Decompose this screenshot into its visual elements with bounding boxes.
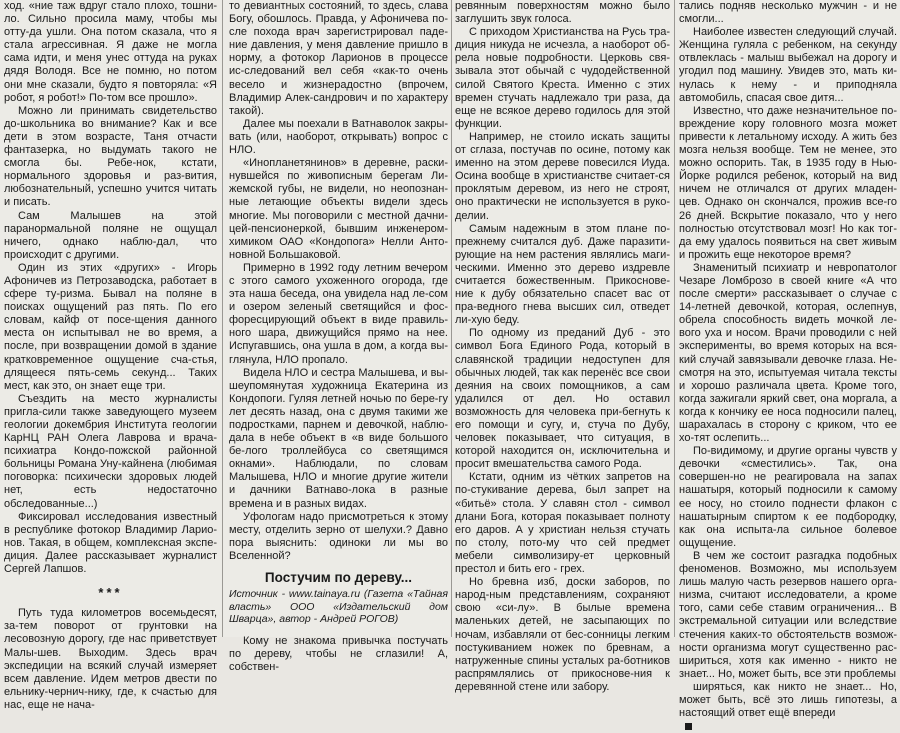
column-divider [222, 0, 223, 637]
paragraph: Самым надежным в этом плане по-прежнему считался дуб. Даже паразити-рующие на нем растения являлись маги-ческими. Именно это дерево издревле считается божественным. Прикоснове-ние к дубу обязательно спасет вас от пра-ведного гнева высших сил, отведет ли-хую беду. [455, 222, 670, 327]
paragraph: Один из этих «других» - Игорь Афоничев из Петрозаводска, работает в сфере ту-ризма. Бывал на поляне в поисках ощущений раз пять. По его словам, кайф от посе-щения данного места он испытывал не во время, а после, при возвращении домой в здание кратковременное ощущение сча-стья, длящееся пять-семь секунд... Таких мест, как это, он знает еще три. [4, 261, 217, 392]
paragraph: Фиксировал исследования известный в республике фотокор Владимир Ларио-нов. Такая, в общем, комплексная экспе-диция. Далее рассказывает журналист Сергей Лапшов. [4, 510, 217, 576]
paragraph: Видела НЛО и сестра Малышева, и вы-шеупомянутая художница Екатерина из Кондопоги. Гуляя летней ночью по бере-гу лет десять назад, она с двумя такими же подростками, парнем и девочкой, наблю-дала в небе объект в «в виде большого бе-лого троллейбуса со светящимся окнами». Наблюдали, по словам Малышева, НЛО и многие другие жители и дачники Ватнаво-лока в разные времена и в разных видах. [229, 366, 448, 510]
paragraph: Съездить на место журналисты пригла-сили также заведующего музеем геологии докембрия Института геологии КарНЦ РАН Олега Лаврова и врача-психиатра Кондо-пожской районной больницы Романа Уну-кайнена (любимая поговорка: психически здоровых людей нет, есть недостаточно обследованные...) [4, 392, 217, 510]
paragraph: Знаменитый психиатр и невропатолог Чезаре Ломброзо в своей книге «А что после смерти» рассказывает о случае с 14-летней девочкой, которая, ослепнув, обрела способность видеть мочкой ле-вого уха и носом. Врачи проводили с ней эксперименты, во время которых на вся-кий случай завязывали девочке глаза. Не-смотря на это, испытуемая читала тексты и хорошо различала цвета. Кроме того, когда зажигали яркий свет, она моргала, а когда к кончику ее носа подносили палец, шарахалась в сторону с криком, что ее хо-тят ослепить... [679, 261, 897, 445]
paragraph: По-видимому, и другие органы чувств у девочки «сместились». Так, она совершен-но не реагировала на запах нашатыря, который подносили к самому ее носу, но стоило поднести флакон с нашатырным спиртом к ее подбородку, как она испыта-ла сильное болевое ощущение. [679, 445, 897, 549]
paragraph: Но бревна изб, доски заборов, по народ-ным представлениям, сохраняют свою «си-лу». В былые времена маленьких детей, не засыпающих по ночам, избавляли от бес-сонницы легким постукиванием ножек по бревнам, а натруженные спины усталых ра-ботников распрямлялись от прикоснове-ния к деревянной стене или забору. [455, 576, 670, 693]
paragraph: Известно, что даже незначительное по-вреждение кору головного мозга может привести к летальному исходу. А жить без мозга нельзя вообще. Тем не менее, это можно оспорить. Так, в 1935 году в Нью-Йорке родился ребенок, который на вид ничем не отличался от других младен-цев. Однако он скончался, прожив все-го 26 дней. Вскрытие показало, что у него полностью отсутствовал мозг! Но как тог-да ему удалось появиться на свет живым и прожить еще некоторое время? [679, 104, 897, 261]
paragraph: Наиболее известен следующий случай. Женщина гуляла с ребенком, на секунду отвлеклась - малыш выбежал на дорогу и угодил под машину. Увидев это, мать ки-нулась к нему - и приподняла автомобиль, спасая свое дитя... [679, 26, 897, 104]
paragraph: то девиантных состояний, то здесь, слава Богу, обошлось. Правда, у Афоничева по-сле похода врач зарегистрировал паде-ние давления, у меня давление пришло в норму, а фотокор Ларионов в процессе ис-следований вел себя «как-то очень весело и жизнерадостно (впрочем, Владимир Алек-сандрович и по характеру такой). [229, 0, 448, 117]
paragraph: ход. «ние таж вдруг стало плохо, тошни-ло. Сильно просила маму, чтобы мы отту-да ушли. Она потом сказала, что я стала агрессивная. Я даже не могла сама идти, и меня унес оттуда на руках дядя Володя. Все не помню, но потом они мне сказали, будто я повторяла: «Я робот, я робот!» По-том все прошло». [4, 0, 217, 104]
paragraph: «Инопланетянинов» в деревне, раски-нувшейся по живописным берегам Ли-жемской губы, не видели, но неопознан-ные летающие объекты видели здесь многие. Мы поговорили с местной дачни-цей-пенсионеркой, бывшим инженером-химиком ОАО «Кондопога» Нелли Анто-новной Большаковой. [229, 157, 448, 261]
paragraph: ширяться, как никто не знает... Но, может быть, всё это лишь гипотезы, а настоящий ответ ещё впереди [679, 680, 897, 720]
section-separator: *** [98, 585, 123, 601]
paragraph: Можно ли принимать свидетельство до-школьника во внимание? Как и все дети в этом возрасте, Таня отчасти фантазерка, но выдумать такого не смогла бы. Ребе-нок, кстати, нормального здоровья и раз-вития, любознательный, успешно учится читать и писать. [4, 104, 217, 209]
paragraph: Например, не стоило искать защиты от сглаза, постучав по осине, потому как именно на этом дереве повесился Иуда. Осина вообще в христианстве считает-ся проклятым деревом, из него не строят, оно практически не используется в руко-делии. [455, 130, 670, 222]
column-3 [455, 0, 670, 693]
paragraph: В чем же состоит разгадка подобных феноменов. Возможно, мы используем лишь малую часть резервов нашего орга-низма, считают исследователи, а кроме того, сами себе ставим ограничения... В экстремальной ситуации или вследствие стечения каких-то обстоятельств возмож-ности организма могут существенно рас-шириться, хотя как именно - никто не знает... Но, может быть, все эти проблемы [679, 549, 897, 680]
paragraph: Уфологам надо присмотреться к этому месту, отделить зерно от шелухи.? Давно пора выяснить: одиноки ли мы во Вселенной? [229, 510, 448, 562]
column-2 [229, 0, 448, 673]
column-divider [451, 0, 452, 637]
paragraph: Примерно в 1992 году летним вечером с этого самого ухоженного огорода, где эта наша беседа, она увидела над ле-сом и озером зеленый светящийся и фос-форесцирующий объект в виде правиль-ного шара, движущийся прямо на нее. Испугавшись, она ушла в дом, а когда вы-глянула, НЛО пропало. [229, 261, 448, 366]
paragraph: По одному из преданий Дуб - это символ Бога Единого Рода, который в славянской традиции недоступен для обычных людей, так как перенёс все свои деяния на своих помощников, а сам удалился от дел. Но оставил возможность для человека при-бегнуть к его помощи и сугу, и, стуча по Дубу, человек показывает, что ситуация, в которой находится он, исключительна и просит вмешательства самого Рода. [455, 327, 670, 471]
paragraph: Путь туда километров восемьдесят, за-тем поворот от грунтовки на лесовозную дорогу, где нас приветствует Малы-шев. Выходим. Здесь врач экспедиции на всякий случай измеряет всем давление. Идем метров двести по ельнику-чернич-нику, где, к счастью для нас, еще не нача- [4, 607, 217, 711]
article-headline: Постучим по дереву... [264, 570, 413, 586]
paragraph: Кому не знакома привычка постучать по дереву, чтобы не сглазили! А, собствен- [229, 634, 448, 673]
paragraph: ревянным поверхностям можно было заглушить звук голоса. [455, 0, 670, 26]
paragraph: Сам Малышев на этой паранормальной поляне не ощущал ничего, однако наблю-дал, что происходит с другими. [4, 209, 217, 261]
article-source: Источник - www.tainaya.ru (Газета «Тайная власть» ООО «Издательский дом Шварца», автор - Андрей РОГОВ) [229, 588, 448, 626]
end-of-article-mark [685, 723, 692, 730]
column-1 [4, 0, 217, 711]
column-divider [674, 0, 675, 637]
paragraph: Далее мы поехали в Ватнаволок закры-вать (или, наоборот, открывать) вопрос с НЛО. [229, 117, 448, 157]
paragraph: С приходом Христианства на Русь тра-диция никуда не исчезла, а наоборот об-рела новые подробности. Церковь свя-зывала этот обычай с чудодейственной силой Святого Креста. Именно с этих времен стучать надлежало три раза, да еще не всякое дерево годилось для этой функции. [455, 26, 670, 130]
paragraph: Кстати, одним из чётких запретов на по-стукивание дерева, был запрет на «битьё» стола. У славян стол - символ длани Бога, которая показывает полноту его даров. А у христиан нельзя стучать по столу, пото-му что сей предмет мебели символизиру-ет церковный престол и бить его - грех. [455, 471, 670, 576]
column-4 [679, 0, 897, 720]
paragraph: тались подняв несколько мужчин - и не смогли... [679, 0, 897, 26]
